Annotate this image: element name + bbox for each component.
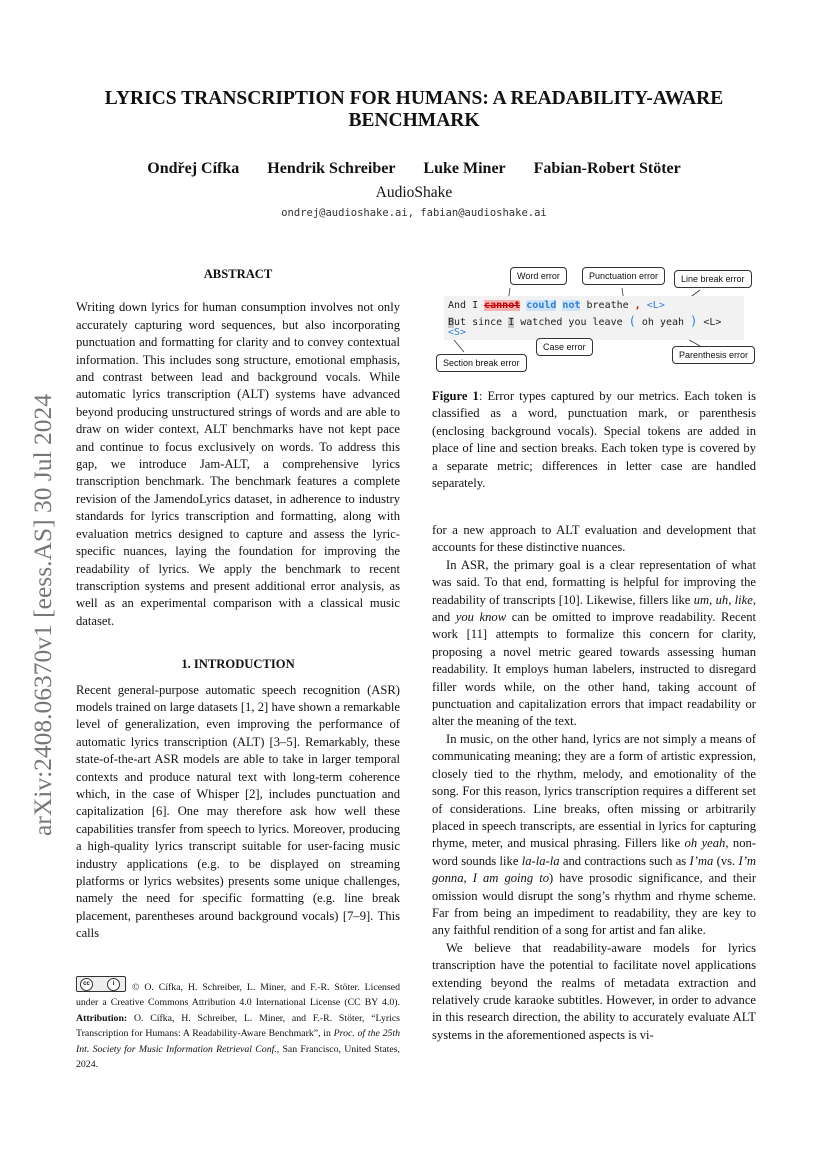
author-emails: ondrej@audioshake.ai, fabian@audioshake.ai [281, 207, 547, 219]
author-name: Luke Miner [423, 160, 506, 177]
author-name: Fabian-Robert Stöter [533, 160, 681, 177]
connector-line [454, 340, 464, 352]
code-line-2: But since I watched you leave ( oh yeah ) <L> [448, 314, 722, 328]
author-list [60, 160, 768, 178]
paragraph: for a new approach to ALT evaluation and development that accounts for these distinctive nuances. [432, 523, 756, 555]
left-column [76, 266, 400, 943]
code-line-1: And I cannot could not breathe , <L> [448, 300, 665, 311]
parenthesis-token: ) [690, 314, 698, 328]
line-break-token: <L> [646, 300, 665, 311]
license-footnote: cc i © O. Cífka, H. Schreiber, L. Miner, and F.-R. Stöter. Licensed under a Creative Commons Attribution 4.0 International License (CC BY 4.0). Attribution: O. Cífka, H. Schreiber, L. Miner, and F.-R. Stöter, “Lyrics Transcription for Humans: A Readability-Aware Benchmark”, in Proc. of the 25th Int. Society for Music Information Retrieval Conf., San Francisco, United States, 2024. [76, 976, 400, 1072]
section-break-token: <S> [448, 327, 467, 338]
code-line-3 [448, 327, 466, 338]
right-column [432, 522, 756, 1044]
paragraph: In music, on the other hand, lyrics are not simply a means of communicating meaning; they are a form of artistic expression, closely tied to the rhythm, melody, and emotionality of the song. For this reason, lyrics transcription requires a different set of considerations. Line breaks, often missing or arbitrarily placed in speech transcripts, are essential in lyrics for capturing rhyme, meter, and musical phrasing. Fillers like oh yeah, non-word sounds like la-la-la and contractions such as I’ma (vs. I’m gonna, I am going to) have prosodic significance, and their omission would disrupt the song’s rhythm and rhyme scheme. Far from being an impediment to readability, they are key to any faithful rendition of a song for artist and fan alike. [432, 731, 757, 938]
author-name: Ondřej Cífka [147, 160, 240, 177]
affiliation: AudioShake [375, 184, 453, 201]
parenthesis-token: ( [628, 314, 636, 328]
word-error-callout: Word error [510, 267, 567, 285]
paper-title: LYRICS TRANSCRIPTION FOR HUMANS: A READABILITY-AWARE BENCHMARK [104, 88, 724, 131]
inserted-word: not [562, 300, 581, 311]
deleted-word: cannot [484, 300, 521, 311]
intro-text: Recent general-purpose automatic speech recognition (ASR) models trained on large datasets [1, 2] have shown a remarkable level of generalization, even improving the performance of automatic lyrics transcription (ALT) [3–5]. Remarkably, these state-of-the-art ASR models are able to take in larger temporal contexts and produce natural text with long-term coherence which, in the case of Whisper [2], includes punctuation and capitalization [6]. One may therefore ask how well these capabilities transfer from speech to lyrics. Moreover, producing a high-quality lyrics transcript suitable for user-facing music industry applications (e.g. to be displayed on streaming platforms or lyrics websites) presents some unique challenges, namely the need for specific formatting (e.g. line break placement, parentheses around background vocals) [7–9]. This calls [76, 682, 400, 941]
case-error-token: I [508, 317, 515, 328]
inserted-word: could [526, 300, 557, 311]
arxiv-stamp: arXiv:2408.06370v1 [eess.AS] 30 Jul 2024 [28, 394, 57, 836]
abstract-text: Writing down lyrics for human consumption involves not only accurately capturing word sequences, but also incorporating punctuation and formatting for clarity and to convey contextual information. This includes song structure, emotional emphasis, and contrast between lead and background vocals. While automatic lyrics transcription (ALT) systems have advanced beyond producing unstructured strings of words and are able to draw on wider context, ALT benchmarks have not kept pace and continue to focus exclusively on words. To address this gap, we introduce Jam-ALT, a comprehensive lyrics transcription benchmark. The benchmark features a complete revision of the JamendoLyrics dataset, in adherence to industry standards for lyrics transcription and formatting, along with evaluation metrics designed to capture and assess the lyric-specific nuances, laying the foundation for improving the readability of lyrics. We apply the benchmark to recent transcription systems and present additional error analysis, as well as an experimental comparison with a classical music dataset. [76, 300, 400, 628]
cc-by-icon: cc i [76, 976, 126, 992]
abstract-heading: ABSTRACT [203, 267, 273, 281]
punctuation-error-callout: Punctuation error [582, 267, 665, 285]
paragraph: In ASR, the primary goal is a clear representation of what was said. To that end, formatting is helpful for improving the readability of transcripts [10]. Likewise, fillers like um, uh, like, and you know can be omitted to improve readability. Recent work [11] attempts to formalize this concern for clarity, proposing a novel metric geared towards assessing human readability. It employs human labelers, instructed to disregard filler words while, on the other hand, taking account of punctuation and capitalization errors that impact readability or alter the meaning of the text. [432, 557, 756, 729]
section-break-error-callout: Section break error [436, 354, 527, 372]
case-error-token: B [448, 317, 455, 328]
case-error-callout: Case error [536, 338, 593, 356]
paragraph: We believe that readability-aware models for lyrics transcription have the potential to facilitate novel applications extending beyond the realms of metadata extraction and relatively crude karaoke subtitles. However, in order to advance in this research direction, the ability to accurately evaluate ALT systems in the aforementioned aspects is vi- [432, 940, 756, 1042]
author-name: Hendrik Schreiber [267, 160, 396, 177]
parenthesis-error-callout: Parenthesis error [672, 346, 755, 364]
intro-heading: 1. INTRODUCTION [181, 657, 295, 672]
figure-error-types [432, 262, 758, 372]
transcript-example [444, 296, 744, 340]
line-break-error-callout: Line break error [674, 270, 752, 288]
punctuation-token: , [634, 300, 641, 311]
figure-caption: Figure 1: Error types captured by our metrics. Each token is classified as a word, punctuation mark, or parenthesis (enclosing background vocals). Special tokens are added in place of line and section breaks. Each token type is covered by a separate metric; differences in letter case are handled separately. [432, 389, 756, 491]
